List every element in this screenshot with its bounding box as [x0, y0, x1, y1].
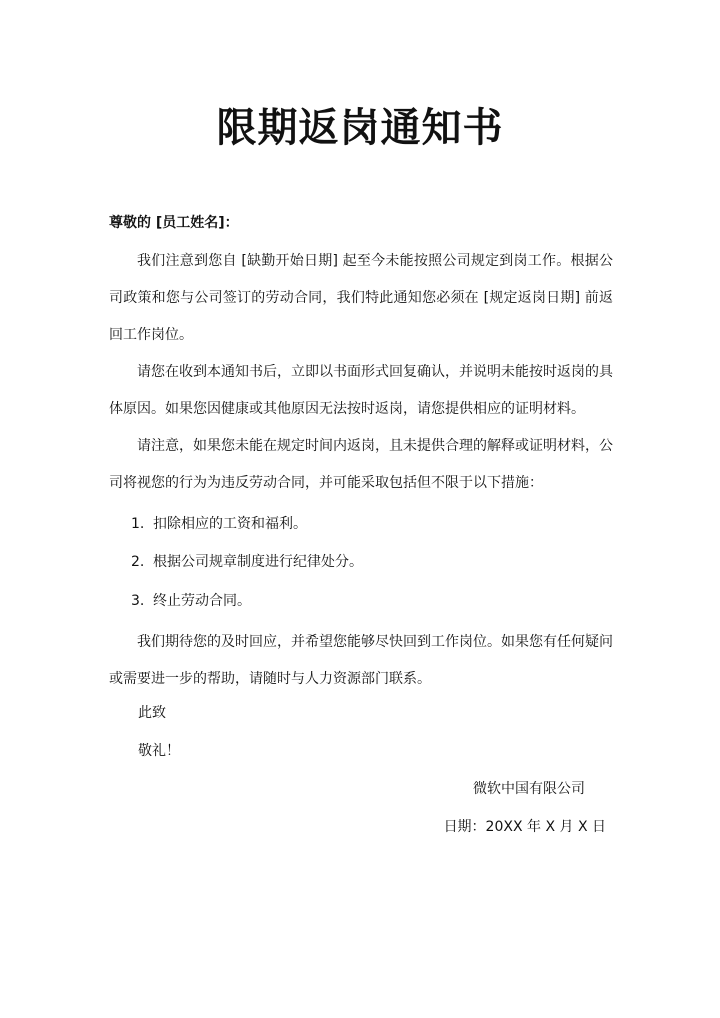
- measure-text: 根据公司规章制度进行纪律处分。: [153, 554, 363, 570]
- paragraph-reply-request: 请您在收到本通知书后，立即以书面形式回复确认，并说明未能按时返岗的具体原因。如果您因健康或其他原因无法按时返岗，请您提供相应的证明材料。: [109, 364, 613, 417]
- salutation: 尊敬的 [员工姓名]：: [109, 215, 239, 231]
- company-signature: 微软中国有限公司: [473, 781, 585, 797]
- document-title: 限期返岗通知书: [216, 105, 504, 151]
- measure-number: 1.: [131, 516, 145, 532]
- paragraph-absence-notice: 我们注意到您自 [缺勤开始日期] 起至今未能按照公司规定到岗工作。根据公司政策和您与公司签订的劳动合同，我们特此通知您必须在 [规定返岗日期] 前返回工作岗位。: [109, 253, 613, 343]
- measure-item: [131, 552, 363, 572]
- measure-text: 终止劳动合同。: [153, 593, 251, 609]
- paragraph-closing-remarks: 我们期待您的及时回应，并希望您能够尽快回到工作岗位。如果您有任何疑问或需要进一步的帮助，请随时与人力资源部门联系。: [109, 634, 613, 687]
- document-date: 日期：20XX 年 X 月 X 日: [443, 819, 606, 835]
- closing-salute: 此致: [138, 705, 166, 721]
- measure-item: [131, 591, 251, 611]
- measure-number: 3.: [131, 593, 145, 609]
- measure-number: 2.: [131, 554, 145, 570]
- closing-regards: 敬礼！: [138, 743, 180, 759]
- measure-item: [131, 514, 307, 534]
- measure-text: 扣除相应的工资和福利。: [153, 516, 307, 532]
- paragraph-consequences: 请注意，如果您未能在规定时间内返岗，且未提供合理的解释或证明材料，公司将视您的行为为违反劳动合同，并可能采取包括但不限于以下措施：: [109, 438, 613, 491]
